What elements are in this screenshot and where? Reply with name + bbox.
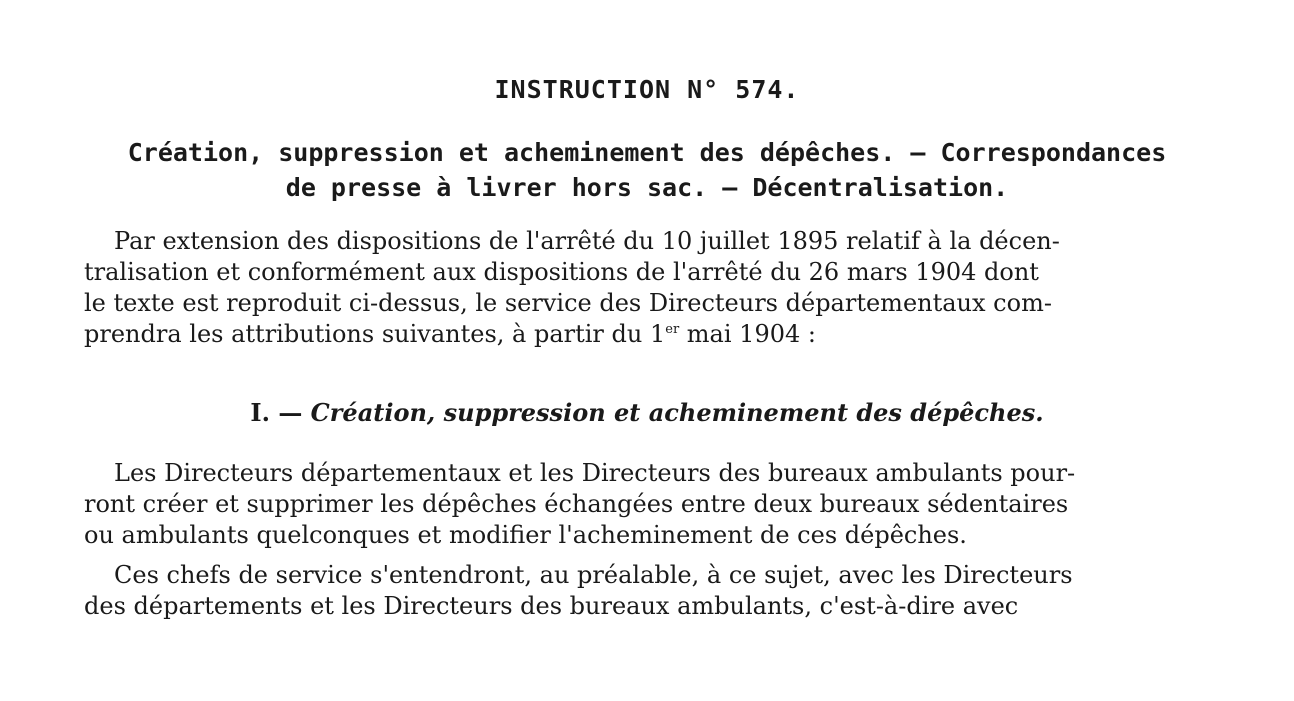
paragraph-2-line-1: Les Directeurs départementaux et les Directeurs des bureaux ambulants pour- <box>114 459 1076 487</box>
document-subtitle <box>80 135 1214 205</box>
section-number: I. — <box>250 398 311 427</box>
paragraph-1-line-4-text: prendra les attributions suivantes, à partir du 1 <box>84 320 666 348</box>
paragraph-2-line-2: ront créer et supprimer les dépêches échangées entre deux bureaux sédentaires <box>84 490 1069 518</box>
subtitle-line-2: de presse à livrer hors sac. — Décentralisation. <box>285 173 1009 202</box>
paragraph-1-line-2: tralisation et conformément aux dispositions de l'arrêté du 26 mars 1904 dont <box>84 258 1039 286</box>
paragraph-1 <box>84 226 1244 350</box>
paragraph-1-line-4 <box>84 319 1244 350</box>
paragraph-1-line-3: le texte est reproduit ci-dessus, le service des Directeurs départementaux com- <box>84 289 1052 317</box>
paragraph-3-line-2: des départements et les Directeurs des bureaux ambulants, c'est-à-dire avec <box>84 592 1019 620</box>
paragraph-3 <box>84 560 1244 622</box>
paragraph-3-line-1: Ces chefs de service s'entendront, au préalable, à ce sujet, avec les Directeurs <box>114 561 1073 589</box>
paragraph-1-line-1: Par extension des dispositions de l'arrêté du 10 juillet 1895 relatif à la décen- <box>114 227 1060 255</box>
document-title: INSTRUCTION N° 574. <box>494 75 800 104</box>
ordinal-superscript: er <box>665 322 680 337</box>
section-heading <box>0 398 1294 427</box>
paragraph-1-line-4-end: mai 1904 : <box>679 320 816 348</box>
subtitle-line-1: Création, suppression et acheminement des dépêches. — Correspondances <box>127 138 1167 167</box>
section-title: Création, suppression et acheminement des dépêches. <box>310 398 1044 427</box>
paragraph-2 <box>84 458 1244 551</box>
paragraph-2-line-3: ou ambulants quelconques et modifier l'acheminement de ces dépêches. <box>84 521 967 549</box>
